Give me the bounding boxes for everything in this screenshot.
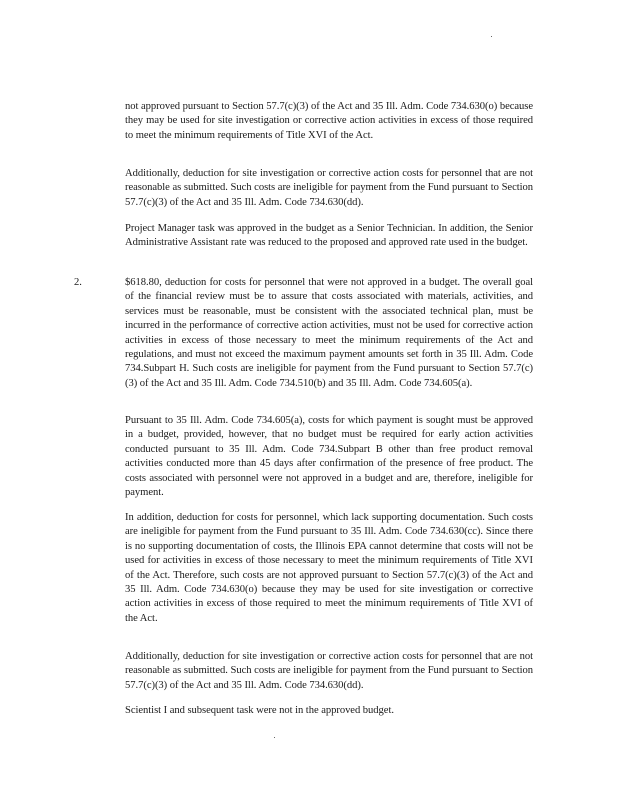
scan-speck	[274, 737, 275, 738]
paragraph-continuation: not approved pursuant to Section 57.7(c)(3) of the Act and 35 Ill. Adm. Code 734.630(o) because they may be used for site investigation or corrective action activities in excess of those required to meet the minimum requirements of Title XVI of the Act.	[125, 101, 533, 141]
paragraph-project-manager-note: Project Manager task was approved in the budget as a Senior Technician. In addition, the Senior Administrative Assistant rate was reduced to the proposed and approved rate used in the budget.	[125, 223, 533, 249]
paragraph-scientist-note: Scientist I and subsequent task were not in the approved budget.	[125, 705, 394, 716]
scan-speck	[491, 36, 492, 37]
paragraph-additional-deduction-2: Additionally, deduction for site investigation or corrective action costs for personnel that are not reasonable as submitted. Such costs are ineligible for payment from the Fund pursuant to Section 57.7(c)(3) of the Act and 35 Ill. Adm. Code 734.630(dd).	[125, 651, 533, 691]
paragraph-additional-deduction: Additionally, deduction for site investigation or corrective action costs for personnel that are not reasonable as submitted. Such costs are ineligible for payment from the Fund pursuant to Section 57.7(c)(3) of the Act and 35 Ill. Adm. Code 734.630(dd).	[125, 168, 533, 208]
item-number: 2.	[74, 277, 82, 288]
paragraph-budget-requirement: Pursuant to 35 Ill. Adm. Code 734.605(a), costs for which payment is sought must be approved in a budget, provided, however, that no budget must be required for early action activities conducted pursuant to 35 Ill. Adm. Code 734.Subpart B other than free product removal activities conducted more than 45 days after confirmation of the presence of free product. The costs associated with personnel were not approved in a budget and are, therefore, ineligible for payment.	[125, 415, 533, 499]
paragraph-item-2-deduction: $618.80, deduction for costs for personnel that were not approved in a budget. The overall goal of the financial review must be to assure that costs associated with materials, activities, and services must be reasonable, must be consistent with the associated technical plan, must be incurred in the performance of corrective action activities, must not be used for corrective action activities in excess of those necessary to meet the minimum requirements of the Act and regulations, and must not exceed the maximum payment amounts set forth in 35 Ill. Adm. Code 734.Subpart H. Such costs are ineligible for payment from the Fund pursuant to Section 57.7(c)(3) of the Act and 35 Ill. Adm. Code 734.510(b) and 35 Ill. Adm. Code 734.605(a).	[125, 277, 533, 389]
paragraph-supporting-documentation: In addition, deduction for costs for personnel, which lack supporting documentation. Such costs are ineligible for payment from the Fund pursuant to 35 Ill. Adm. Code 734.630(cc). Since there is no supporting documentation of costs, the Illinois EPA cannot determine that costs will not be used for activities in excess of those necessary to meet the minimum requirements of Title XVI of the Act. Therefore, such costs are not approved pursuant to Section 57.7(c)(3) of the Act and 35 Ill. Adm. Code 734.630(o) because they may be used for site investigation or corrective action activities in excess of those required to meet the minimum requirements of Title XVI of the Act.	[125, 512, 533, 624]
